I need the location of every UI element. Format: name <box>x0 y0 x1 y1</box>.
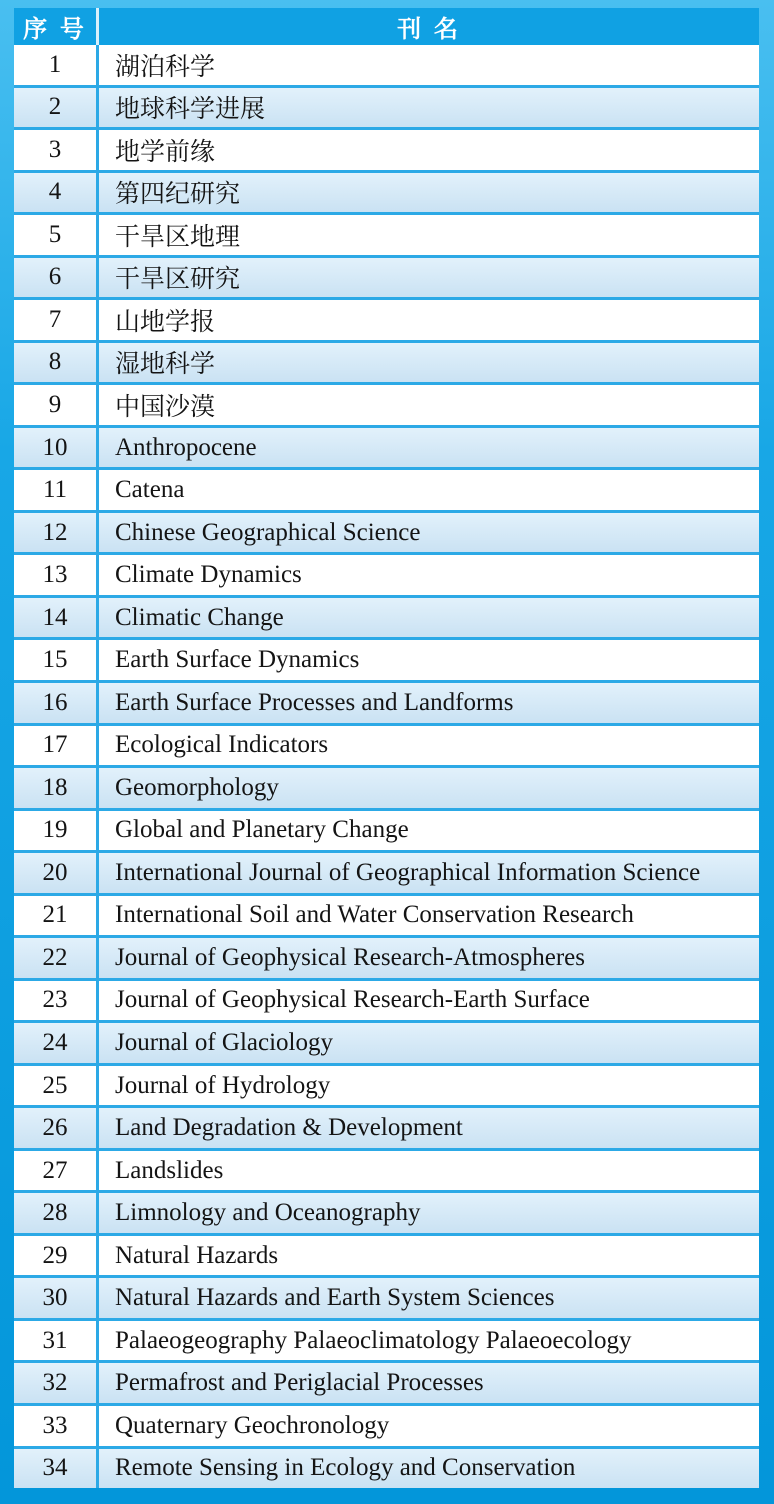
journal-name: Palaeogeography Palaeoclimatology Palaeoecology <box>115 1326 632 1354</box>
journal-name: Landslides <box>115 1156 224 1184</box>
table-row <box>14 808 759 851</box>
table-row <box>14 1318 759 1361</box>
table-row <box>14 1105 759 1148</box>
row-serial-number: 2 <box>14 88 99 128</box>
table-row <box>14 1360 759 1403</box>
journal-name: Catena <box>115 476 185 504</box>
table-row <box>14 127 759 170</box>
journal-name: International Journal of Geographical Information Science <box>115 858 701 886</box>
table-row <box>14 297 759 340</box>
table-row <box>14 467 759 510</box>
journal-name: 山地学报 <box>115 308 216 336</box>
table-row <box>14 1063 759 1106</box>
journal-name: 干旱区地理 <box>115 223 241 251</box>
journal-name: 湖泊科学 <box>115 53 216 81</box>
row-serial-number: 32 <box>14 1363 99 1403</box>
row-serial-number: 3 <box>14 130 99 170</box>
row-serial-number: 26 <box>14 1108 99 1148</box>
journal-name: Journal of Glaciology <box>115 1028 334 1056</box>
row-serial-number: 1 <box>14 45 99 85</box>
table-row <box>14 850 759 893</box>
row-serial-number: 6 <box>14 258 99 298</box>
table-row <box>14 1275 759 1318</box>
row-serial-number: 28 <box>14 1193 99 1233</box>
table-row <box>14 765 759 808</box>
table-row <box>14 170 759 213</box>
row-serial-number: 34 <box>14 1449 99 1489</box>
table-row <box>14 637 759 680</box>
row-serial-number: 12 <box>14 513 99 553</box>
row-serial-number: 10 <box>14 428 99 468</box>
table-row <box>14 425 759 468</box>
header-serial-number: 序 号 <box>14 8 99 45</box>
journal-name: Natural Hazards and Earth System Sciences <box>115 1284 555 1312</box>
table-row <box>14 510 759 553</box>
table-row <box>14 552 759 595</box>
table-row <box>14 1446 759 1489</box>
row-serial-number: 23 <box>14 981 99 1021</box>
row-serial-number: 27 <box>14 1151 99 1191</box>
table-row <box>14 1148 759 1191</box>
row-serial-number: 11 <box>14 470 99 510</box>
row-serial-number: 14 <box>14 598 99 638</box>
row-serial-number: 17 <box>14 726 99 766</box>
row-serial-number: 24 <box>14 1023 99 1063</box>
journal-name: Ecological Indicators <box>115 731 329 759</box>
table-row <box>14 935 759 978</box>
journal-name: Limnology and Oceanography <box>115 1199 421 1227</box>
journal-name: Quaternary Geochronology <box>115 1411 390 1439</box>
journal-name: Remote Sensing in Ecology and Conservation <box>115 1454 576 1482</box>
table-row <box>14 893 759 936</box>
journal-name: 第四纪研究 <box>115 181 241 209</box>
journal-name: Anthropocene <box>115 433 257 461</box>
row-serial-number: 18 <box>14 768 99 808</box>
row-serial-number: 15 <box>14 640 99 680</box>
row-serial-number: 22 <box>14 938 99 978</box>
journal-name: 干旱区研究 <box>115 266 241 294</box>
journal-name: 地球科学进展 <box>115 96 266 124</box>
row-serial-number: 20 <box>14 853 99 893</box>
row-serial-number: 33 <box>14 1406 99 1446</box>
journal-name: Land Degradation & Development <box>115 1114 463 1142</box>
journal-name: Climatic Change <box>115 603 284 631</box>
journal-name: 中国沙漠 <box>115 394 216 422</box>
journal-name: Climate Dynamics <box>115 561 302 589</box>
header-journal-name: 刊 名 <box>397 16 461 43</box>
row-serial-number: 13 <box>14 555 99 595</box>
row-serial-number: 16 <box>14 683 99 723</box>
table-row <box>14 340 759 383</box>
journal-name: 地学前缘 <box>115 138 216 166</box>
row-serial-number: 7 <box>14 300 99 340</box>
table-header-row <box>14 8 759 45</box>
journal-name: International Soil and Water Conservation Research <box>115 901 634 929</box>
journal-table <box>14 8 759 1488</box>
table-row <box>14 1233 759 1276</box>
table-row <box>14 1190 759 1233</box>
row-serial-number: 30 <box>14 1278 99 1318</box>
journal-name: Chinese Geographical Science <box>115 518 421 546</box>
row-serial-number: 25 <box>14 1066 99 1106</box>
row-serial-number: 29 <box>14 1236 99 1276</box>
row-serial-number: 19 <box>14 811 99 851</box>
journal-name: Geomorphology <box>115 773 279 801</box>
table-row <box>14 595 759 638</box>
table-row <box>14 1020 759 1063</box>
table-row <box>14 212 759 255</box>
journal-name: Global and Planetary Change <box>115 816 409 844</box>
journal-name: Natural Hazards <box>115 1241 279 1269</box>
table-row <box>14 723 759 766</box>
journal-name: Permafrost and Periglacial Processes <box>115 1369 484 1397</box>
journal-name: Journal of Hydrology <box>115 1071 331 1099</box>
journal-name: Journal of Geophysical Research-Atmospheres <box>115 943 585 971</box>
table-row <box>14 85 759 128</box>
row-serial-number: 31 <box>14 1321 99 1361</box>
row-serial-number: 9 <box>14 385 99 425</box>
row-serial-number: 4 <box>14 173 99 213</box>
journal-name: 湿地科学 <box>115 351 216 379</box>
table-row <box>14 1403 759 1446</box>
journal-name: Earth Surface Processes and Landforms <box>115 688 514 716</box>
row-serial-number: 5 <box>14 215 99 255</box>
journal-name: Earth Surface Dynamics <box>115 646 360 674</box>
row-serial-number: 8 <box>14 343 99 383</box>
table-row <box>14 680 759 723</box>
table-row <box>14 978 759 1021</box>
table-row <box>14 255 759 298</box>
row-serial-number: 21 <box>14 896 99 936</box>
table-row <box>14 382 759 425</box>
table-row <box>14 45 759 85</box>
journal-name: Journal of Geophysical Research-Earth Surface <box>115 986 590 1014</box>
table-body <box>14 45 759 1488</box>
